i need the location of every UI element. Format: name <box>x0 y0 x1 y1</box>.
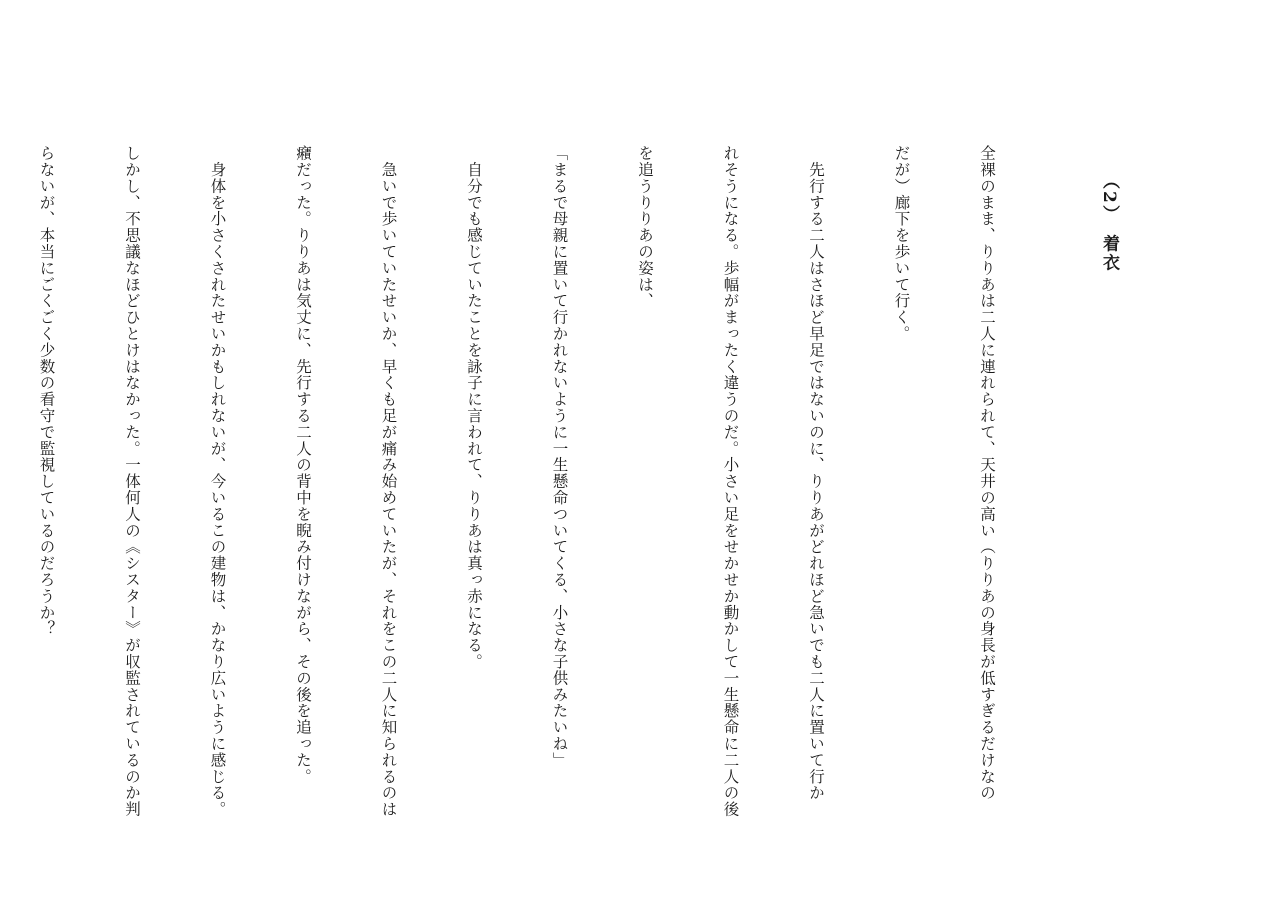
text-line: 「まるで母親に置いて行かれないように一生懸命ついてくる、小さな子供みたいね」 <box>550 145 569 769</box>
text-line: 自分でも感じていたことを詠子に言われて、りりあは真っ赤になる。 <box>465 145 483 670</box>
text-line: れそうになる。歩幅がまったく違うのだ。小さい足をせかせか動かして一生懸命に二人の後 <box>721 145 740 818</box>
chapter-title: （2） 着衣 <box>1099 172 1119 273</box>
text-line: 急いで歩いていたせいか、早くも足が痛み始めていたが、それをこの二人に知られるのは <box>379 145 398 818</box>
body-text <box>0 145 1058 818</box>
text-line: 先行する二人はさほど早足ではないのに、りりあがどれほど急いでも二人に置いて行か <box>807 145 825 801</box>
text-line: らないが、本当にごくごく少数の看守で監視しているのだろうか？ <box>37 145 56 637</box>
text-line: だが）廊下を歩いて行く。 <box>892 145 911 342</box>
text-line: を追うりりあの姿は、 <box>636 145 654 309</box>
text-line: 身体を小さくされたせいかもしれないが、今いるこの建物は、かなり広いように感じる。 <box>208 145 227 818</box>
text-line: 癪だった。りりあは気丈に、先行する二人の背中を睨み付けながら、その後を追った。 <box>294 145 312 785</box>
text-line: しかし、不思議なほどひとけはなかった。一体何人の《シスター》が収監されているのか判 <box>123 145 141 818</box>
text-line: 全裸のまま、りりあは二人に連れられて、天井の高い（りりあの身長が低すぎるだけなの <box>978 145 996 801</box>
